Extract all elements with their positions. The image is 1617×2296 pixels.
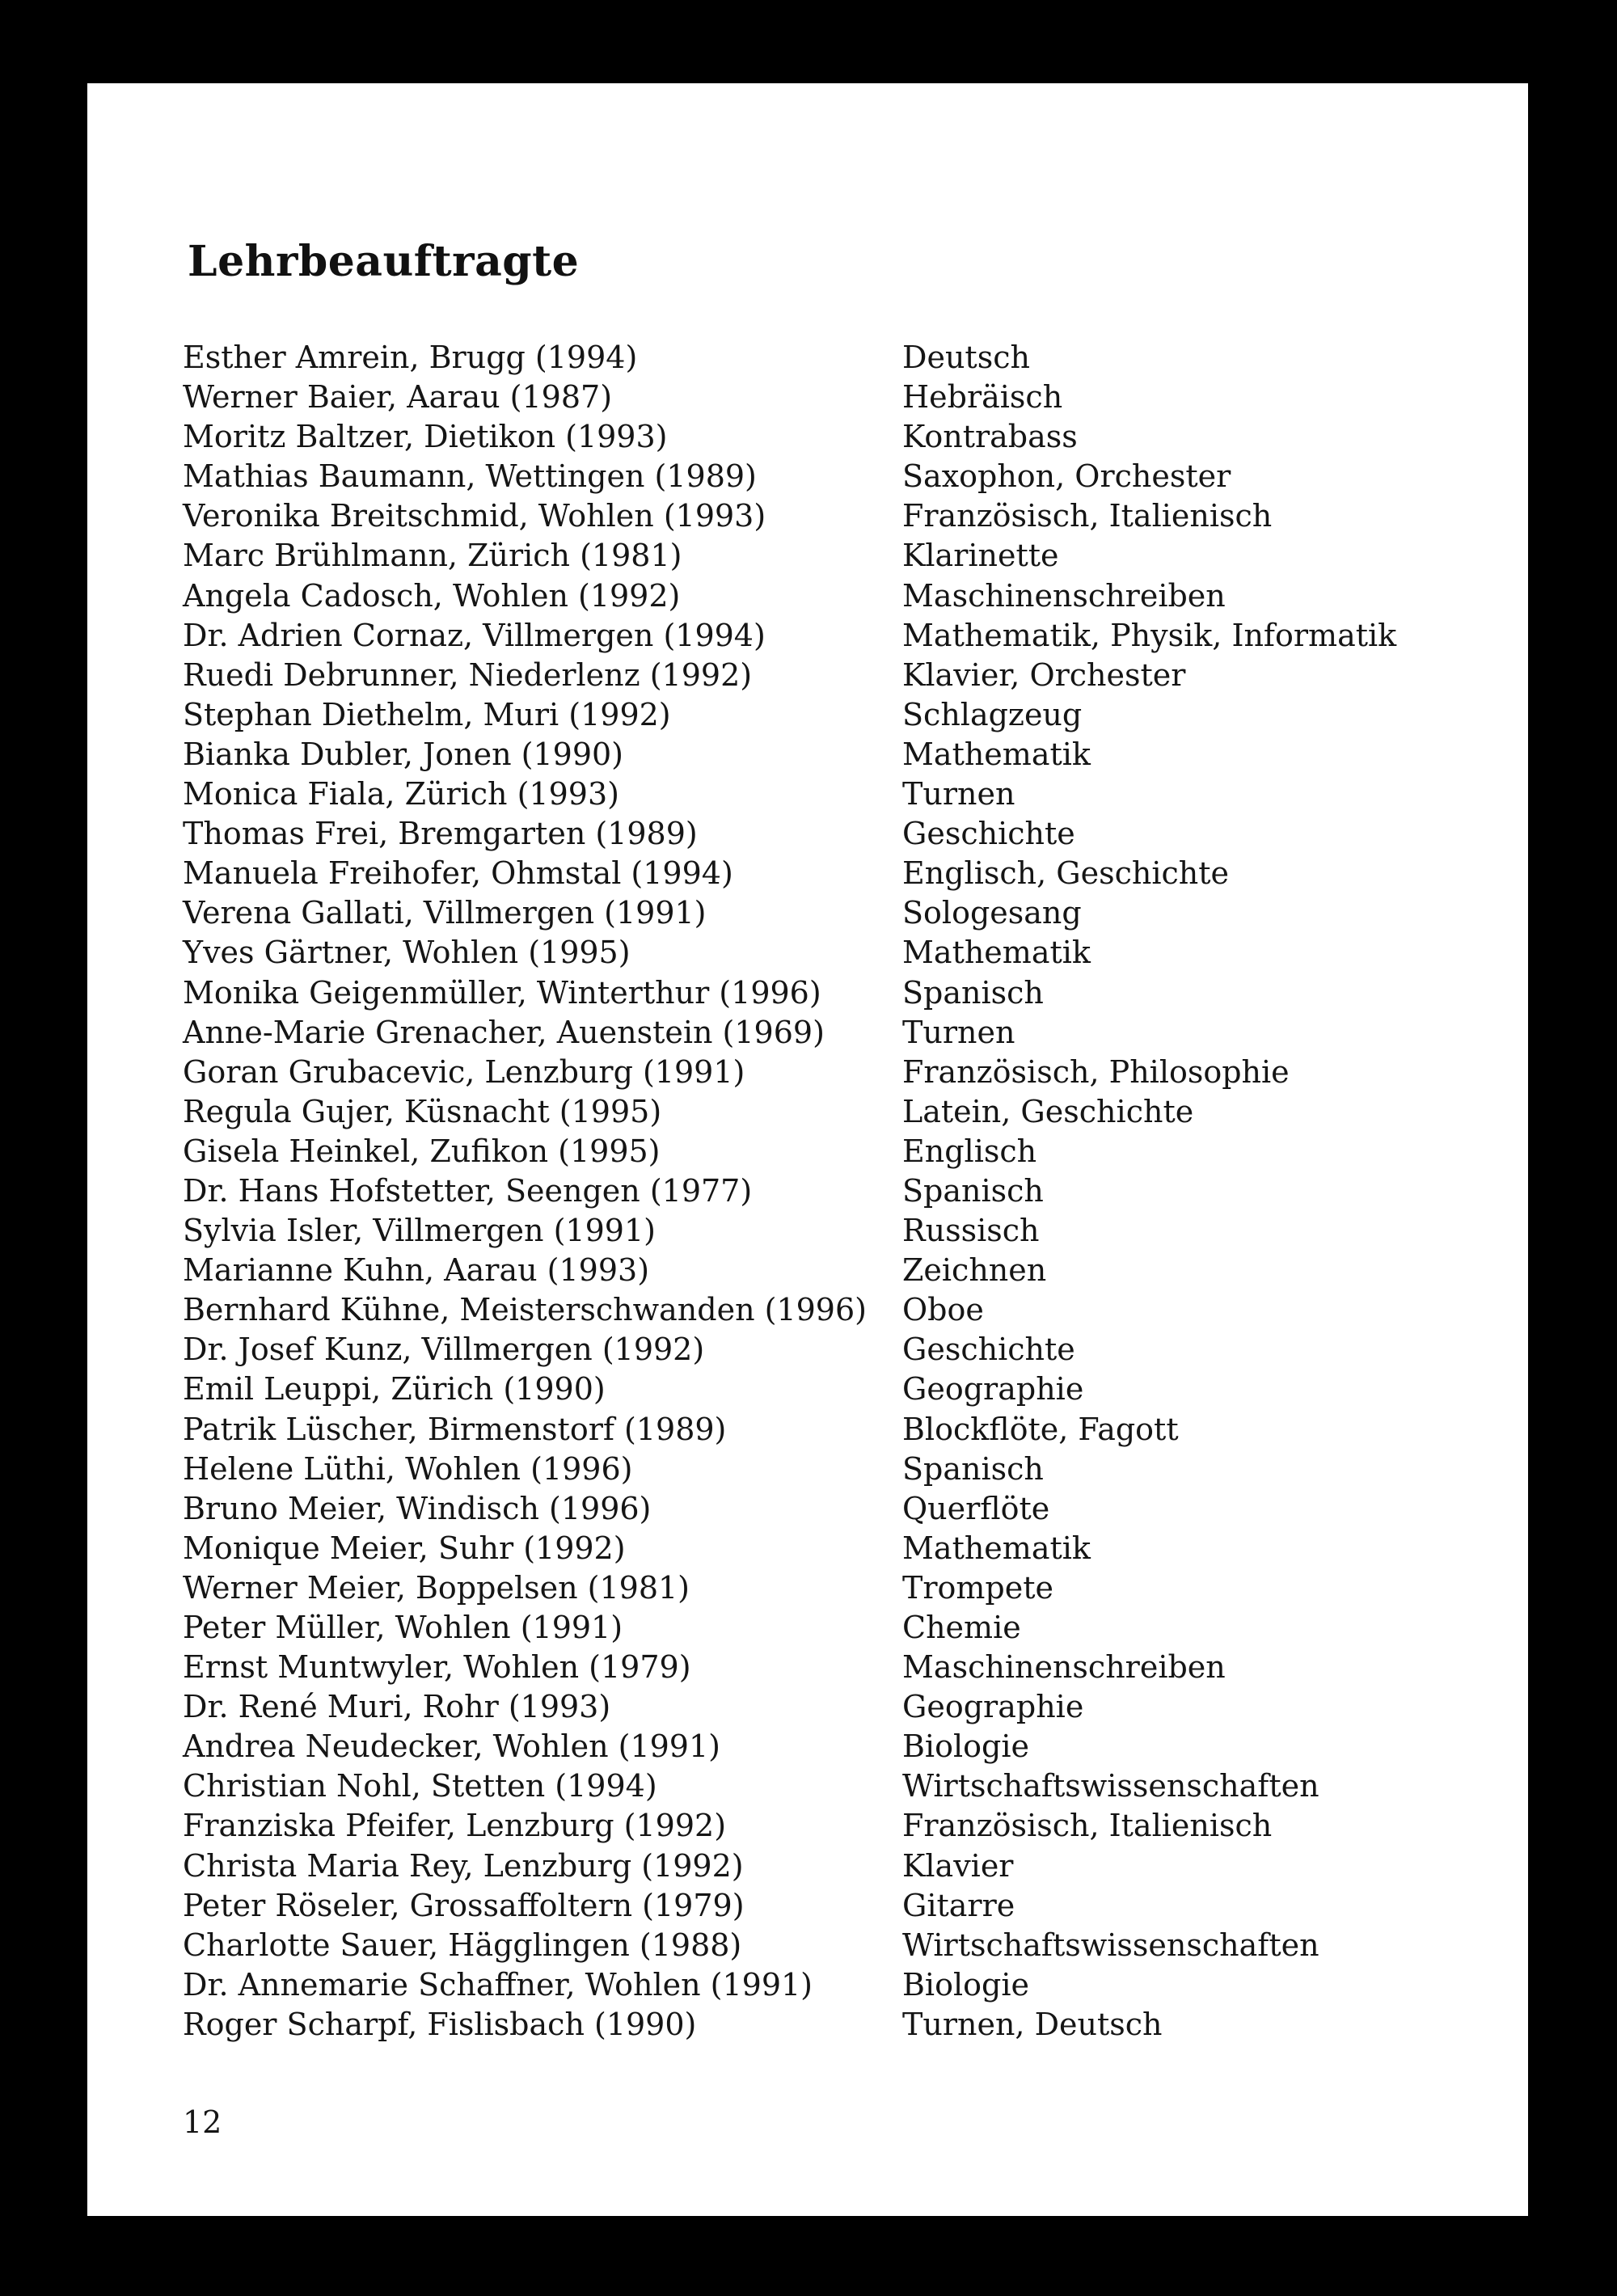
lecturer-name: Andrea Neudecker, Wohlen (1991) [183, 1728, 720, 1765]
list-item [183, 656, 1492, 695]
list-item [183, 735, 1492, 774]
lecturer-name: Manuela Freihofer, Ohmstal (1994) [183, 855, 733, 892]
list-item [183, 1648, 1492, 1687]
list-item [183, 1965, 1492, 2005]
lecturer-subject: Deutsch [902, 340, 1030, 375]
lecturer-subject: Wirtschaftswissenschaften [902, 1768, 1319, 1804]
lecturer-name: Helene Lüthi, Wohlen (1996) [183, 1450, 633, 1487]
lecturer-name: Werner Meier, Boppelsen (1981) [183, 1569, 690, 1606]
lecturer-name: Marianne Kuhn, Aarau (1993) [183, 1252, 650, 1289]
lecturer-subject: Turnen [902, 776, 1015, 812]
list-item [183, 1132, 1492, 1171]
lecturer-name: Dr. Josef Kunz, Villmergen (1992) [183, 1332, 705, 1368]
list-item [183, 417, 1492, 457]
lecturer-name: Peter Müller, Wohlen (1991) [183, 1610, 623, 1645]
lecturer-subject: Spanisch [902, 1172, 1044, 1209]
page-title: Lehrbeauftragte [188, 237, 580, 286]
lecturer-name: Roger Scharpf, Fislisbach (1990) [183, 2006, 697, 2042]
lecturer-subject: Turnen, Deutsch [902, 2006, 1163, 2042]
list-item [183, 1489, 1492, 1529]
lecturer-subject: Blockflöte, Fagott [902, 1411, 1179, 1447]
lecturer-subject: Mathematik [902, 736, 1091, 772]
lecturer-subject: Klavier, Orchester [902, 656, 1186, 693]
lecturer-name: Monika Geigenmüller, Winterthur (1996) [183, 974, 821, 1011]
lecturer-name: Patrik Lüscher, Birmenstorf (1989) [183, 1411, 727, 1447]
lecturer-subject: Englisch, Geschichte [902, 855, 1230, 892]
lecturer-subject: Französisch, Philosophie [902, 1053, 1290, 1090]
lecturer-list [183, 338, 1492, 2045]
list-item [183, 1211, 1492, 1251]
lecturer-name: Dr. Hans Hofstetter, Seengen (1977) [183, 1172, 753, 1209]
list-item [183, 893, 1492, 933]
lecturer-name: Angela Cadosch, Wohlen (1992) [183, 577, 681, 614]
list-item [183, 1886, 1492, 1926]
lecturer-name: Ruedi Debrunner, Niederlenz (1992) [183, 656, 753, 693]
lecturer-subject: Maschinenschreiben [902, 577, 1226, 614]
lecturer-name: Dr. Adrien Cornaz, Villmergen (1994) [183, 617, 766, 653]
lecturer-subject: Geographie [902, 1371, 1084, 1408]
list-item [183, 1013, 1492, 1053]
list-item [183, 457, 1492, 496]
lecturer-subject: Kontrabass [902, 419, 1078, 455]
lecturer-subject: Turnen [902, 1014, 1015, 1050]
list-item [183, 1568, 1492, 1608]
lecturer-name: Yves Gärtner, Wohlen (1995) [183, 935, 631, 971]
lecturer-subject: Französisch, Italienisch [902, 498, 1273, 534]
list-item [183, 1290, 1492, 1330]
lecturer-subject: Mathematik, Physik, Informatik [902, 617, 1397, 653]
lecturer-name: Sylvia Isler, Villmergen (1991) [183, 1213, 656, 1249]
lecturer-name: Christa Maria Rey, Lenzburg (1992) [183, 1847, 744, 1884]
lecturer-name: Gisela Heinkel, Zufikon (1995) [183, 1133, 661, 1169]
list-item [183, 1847, 1492, 1886]
list-item [183, 496, 1492, 536]
lecturer-subject: Geschichte [902, 816, 1075, 852]
lecturer-subject: Hebräisch [902, 379, 1063, 416]
lecturer-name: Anne-Marie Grenacher, Auenstein (1969) [183, 1014, 825, 1050]
list-item [183, 1608, 1492, 1648]
list-item [183, 1330, 1492, 1370]
document-page [87, 83, 1528, 2216]
list-item [183, 616, 1492, 656]
lecturer-subject: Maschinenschreiben [902, 1649, 1226, 1686]
list-item [183, 854, 1492, 893]
lecturer-subject: Gitarre [902, 1887, 1015, 1923]
lecturer-name: Verena Gallati, Villmergen (1991) [183, 895, 707, 931]
lecturer-name: Thomas Frei, Bremgarten (1989) [183, 816, 698, 852]
lecturer-name: Moritz Baltzer, Dietikon (1993) [183, 419, 668, 455]
lecturer-name: Goran Grubacevic, Lenzburg (1991) [183, 1053, 745, 1090]
list-item [183, 1092, 1492, 1132]
list-item [183, 933, 1492, 973]
lecturer-subject: Sologesang [902, 895, 1082, 931]
lecturer-name: Monique Meier, Suhr (1992) [183, 1530, 626, 1566]
lecturer-name: Monica Fiala, Zürich (1993) [183, 776, 619, 812]
lecturer-name: Marc Brühlmann, Zürich (1981) [183, 538, 682, 574]
lecturer-name: Bruno Meier, Windisch (1996) [183, 1490, 652, 1526]
list-item [183, 814, 1492, 854]
lecturer-subject: Saxophon, Orchester [902, 458, 1231, 495]
lecturer-subject: Zeichnen [902, 1252, 1047, 1289]
lecturer-subject: Wirtschaftswissenschaften [902, 1927, 1319, 1963]
list-item [183, 774, 1492, 814]
list-item [183, 1687, 1492, 1727]
list-item [183, 695, 1492, 735]
lecturer-subject: Latein, Geschichte [902, 1093, 1194, 1129]
list-item [183, 378, 1492, 417]
list-item [183, 1766, 1492, 1806]
lecturer-name: Esther Amrein, Brugg (1994) [183, 340, 638, 375]
list-item [183, 2005, 1492, 2045]
list-item [183, 1370, 1492, 1409]
lecturer-name: Dr. René Muri, Rohr (1993) [183, 1689, 611, 1725]
list-item [183, 536, 1492, 576]
lecturer-name: Mathias Baumann, Wettingen (1989) [183, 458, 757, 495]
list-item [183, 338, 1492, 378]
lecturer-subject: Englisch [902, 1133, 1037, 1169]
lecturer-name: Werner Baier, Aarau (1987) [183, 379, 613, 416]
list-item [183, 1053, 1492, 1092]
lecturer-subject: Schlagzeug [902, 696, 1083, 732]
list-item [183, 1251, 1492, 1290]
lecturer-subject: Chemie [902, 1610, 1021, 1645]
lecturer-name: Emil Leuppi, Zürich (1990) [183, 1371, 606, 1408]
lecturer-name: Christian Nohl, Stetten (1994) [183, 1768, 657, 1804]
lecturer-name: Dr. Annemarie Schaffner, Wohlen (1991) [183, 1966, 813, 2003]
list-item [183, 1450, 1492, 1489]
lecturer-name: Bernhard Kühne, Meisterschwanden (1996) [183, 1292, 867, 1328]
lecturer-name: Charlotte Sauer, Hägglingen (1988) [183, 1927, 742, 1963]
list-item [183, 1806, 1492, 1846]
list-item [183, 576, 1492, 616]
lecturer-name: Stephan Diethelm, Muri (1992) [183, 696, 671, 732]
lecturer-subject: Geschichte [902, 1332, 1075, 1368]
lecturer-name: Veronika Breitschmid, Wohlen (1993) [183, 498, 766, 534]
list-item [183, 1410, 1492, 1450]
lecturer-subject: Russisch [902, 1213, 1040, 1249]
lecturer-subject: Oboe [902, 1292, 984, 1328]
lecturer-subject: Geographie [902, 1689, 1084, 1725]
lecturer-name: Franziska Pfeifer, Lenzburg (1992) [183, 1808, 727, 1844]
lecturer-name: Bianka Dubler, Jonen (1990) [183, 736, 624, 772]
lecturer-name: Regula Gujer, Küsnacht (1995) [183, 1093, 662, 1129]
page-number: 12 [183, 2104, 222, 2140]
lecturer-subject: Mathematik [902, 1530, 1091, 1566]
lecturer-subject: Trompete [902, 1569, 1053, 1606]
lecturer-subject: Mathematik [902, 935, 1091, 971]
lecturer-subject: Querflöte [902, 1490, 1050, 1526]
lecturer-subject: Spanisch [902, 1450, 1044, 1487]
lecturer-subject: Biologie [902, 1966, 1029, 2003]
list-item [183, 1529, 1492, 1568]
list-item [183, 1926, 1492, 1965]
list-item [183, 1171, 1492, 1211]
lecturer-name: Ernst Muntwyler, Wohlen (1979) [183, 1649, 691, 1686]
lecturer-subject: Biologie [902, 1728, 1029, 1765]
lecturer-subject: Französisch, Italienisch [902, 1808, 1273, 1844]
lecturer-subject: Spanisch [902, 974, 1044, 1011]
list-item [183, 973, 1492, 1013]
list-item [183, 1727, 1492, 1766]
lecturer-subject: Klarinette [902, 538, 1059, 574]
lecturer-name: Peter Röseler, Grossaffoltern (1979) [183, 1887, 745, 1923]
lecturer-subject: Klavier [902, 1847, 1014, 1884]
